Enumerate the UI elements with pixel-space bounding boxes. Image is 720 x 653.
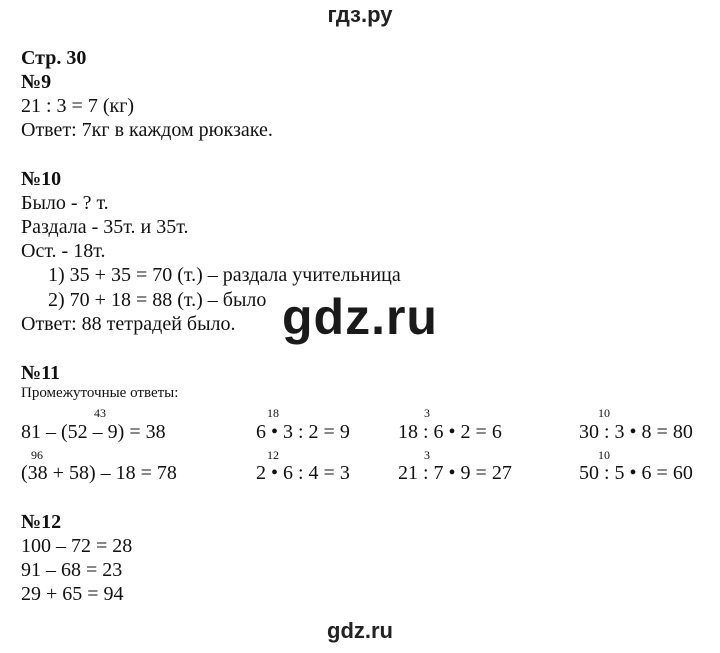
task11-title: №11 xyxy=(21,362,60,384)
task12-line: 91 – 68 = 23 xyxy=(21,559,123,581)
intermediate-answer: 3 xyxy=(424,406,430,420)
intermediate-answer: 96 xyxy=(31,448,43,462)
expression: (38 + 58) – 18 = 78 xyxy=(21,462,177,484)
expression: 21 : 7 • 9 = 27 xyxy=(398,462,512,484)
site-header-logo: гдз.ру xyxy=(327,2,393,27)
expression: 81 – (52 – 9) = 38 xyxy=(21,421,166,443)
task10-answer: Ответ: 88 тетрадей было. xyxy=(21,313,236,335)
expression: 50 : 5 • 6 = 60 xyxy=(579,462,693,484)
expression: 6 • 3 : 2 = 9 xyxy=(256,421,350,443)
task9-title: №9 xyxy=(21,71,52,93)
task11-subtitle: Промежуточные ответы: xyxy=(21,385,179,401)
expression: 2 • 6 : 4 = 3 xyxy=(256,462,350,484)
expression: 18 : 6 • 2 = 6 xyxy=(398,421,502,443)
intermediate-answer: 12 xyxy=(267,448,279,462)
task12-line: 29 + 65 = 94 xyxy=(21,583,124,605)
task12-title: №12 xyxy=(21,511,62,533)
expression: 30 : 3 • 8 = 80 xyxy=(579,421,693,443)
task10-line: Раздала - 35т. и 35т. xyxy=(21,216,189,238)
task9-line: Ответ: 7кг в каждом рюкзаке. xyxy=(21,119,273,141)
task10-title: №10 xyxy=(21,168,62,190)
task12-line: 100 – 72 = 28 xyxy=(21,535,133,557)
task10-line: Было - ? т. xyxy=(21,192,109,214)
intermediate-answer: 43 xyxy=(94,406,106,420)
task10-line: Ост. - 18т. xyxy=(21,240,106,262)
page-number: Стр. 30 xyxy=(21,47,87,69)
task10-step: 1) 35 + 35 = 70 (т.) – раздала учительница xyxy=(48,264,401,286)
task9-line: 21 : 3 = 7 (кг) xyxy=(21,95,135,117)
watermark: gdz.ru xyxy=(282,289,438,345)
intermediate-answer: 10 xyxy=(598,448,610,462)
task10-step: 2) 70 + 18 = 88 (т.) – было xyxy=(48,289,267,311)
intermediate-answer: 10 xyxy=(598,406,610,420)
site-footer-logo: gdz.ru xyxy=(327,618,393,643)
intermediate-answer: 3 xyxy=(424,448,430,462)
intermediate-answer: 18 xyxy=(267,406,279,420)
